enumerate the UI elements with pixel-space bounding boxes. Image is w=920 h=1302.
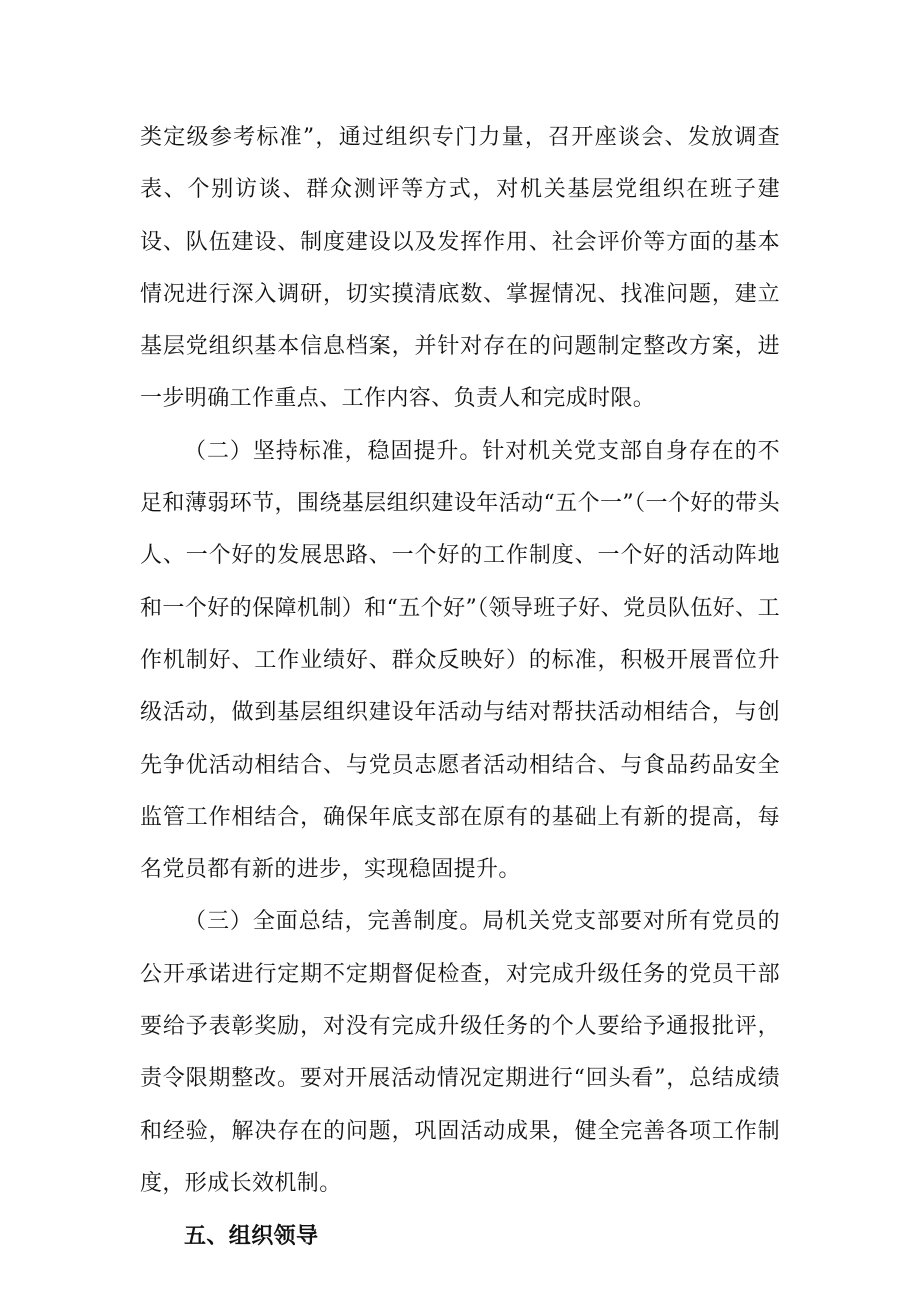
- document-body: [140, 112, 780, 1263]
- paragraph-comprehensive-summary: （三）全面总结，完善制度。局机关党支部要对所有党员的公开承诺进行定期不定期督促检查，对完成升级任务的党员干部要给予表彰奖励，对没有完成升级任务的个人要给予通报批评，责令限期整改。要对开展活动情况定期进行“回头看”，总结成绩和经验，解决存在的问题，巩固活动成果，健全完善各项工作制度，形成长效机制。: [140, 909, 780, 1196]
- paragraph-rating-standard: 类定级参考标准”，通过组织专门力量，召开座谈会、发放调查表、个别访谈、群众测评等方式，对机关基层党组织在班子建设、队伍建设、制度建设以及发挥作用、社会评价等方面的基本情况进行深入调研，切实摸清底数、掌握情况、找准问题，建立基层党组织基本信息档案，并针对存在的问题制定整改方案，进一步明确工作重点、工作内容、负责人和完成时限。: [140, 125, 780, 412]
- section-heading-organization-leadership: 五、组织领导: [184, 1223, 319, 1250]
- paragraph-adhere-standards: （二）坚持标准，稳固提升。针对机关党支部自身存在的不足和薄弱环节，围绕基层组织建设年活动“五个一”（一个好的带头人、一个好的发展思路、一个好的工作制度、一个好的活动阵地和一个好的保障机制）和“五个好”（领导班子好、党员队伍好、工作机制好、工作业绩好、群众反映好）的标准，积极开展晋位升级活动，做到基层组织建设年活动与结对帮扶活动相结合，与创先争优活动相结合、与党员志愿者活动相结合、与食品药品安全监管工作相结合，确保年底支部在原有的基础上有新的提高，每名党员都有新的进步，实现稳固提升。: [140, 438, 780, 883]
